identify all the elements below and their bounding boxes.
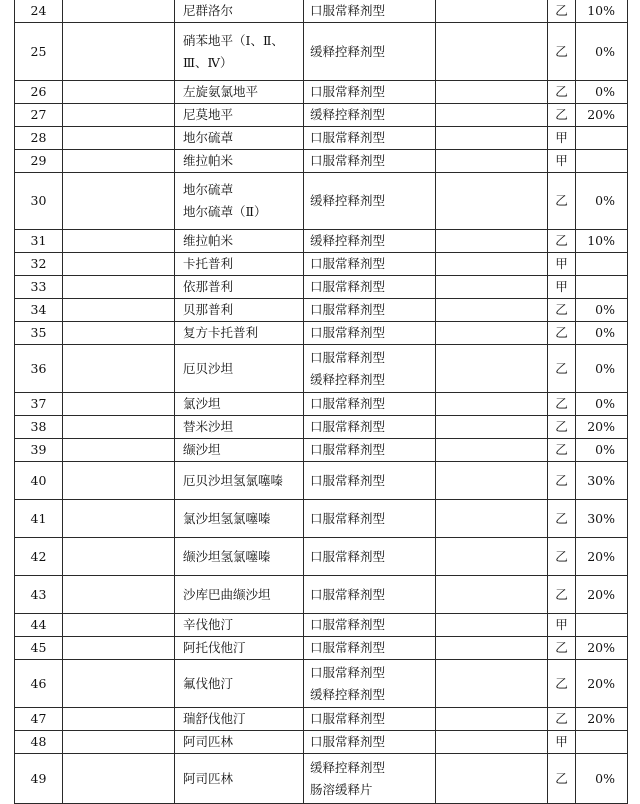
self-pay-ratio: 20% [576, 637, 628, 660]
drug-name [175, 576, 304, 614]
remarks-cell [436, 462, 548, 500]
drug-name [175, 322, 304, 345]
category-cell [63, 731, 175, 754]
insurance-class: 乙 [548, 173, 576, 230]
row-number: 29 [15, 150, 63, 173]
drug-name-line: 瑞舒伐他汀 [183, 711, 246, 726]
table-row [15, 230, 628, 253]
dosage-form-line: 口服常释剂型 [310, 279, 386, 294]
drug-name-line: 阿司匹林 [183, 734, 234, 749]
dosage-form-line: 口服常释剂型 [310, 396, 386, 411]
category-cell [63, 0, 175, 23]
drug-name [175, 173, 304, 230]
drug-name [175, 637, 304, 660]
drug-name [175, 81, 304, 104]
remarks-cell [436, 276, 548, 299]
dosage-form-line: 口服常释剂型 [310, 349, 386, 365]
row-number: 49 [15, 754, 63, 804]
table-row [15, 708, 628, 731]
table-row [15, 576, 628, 614]
dosage-form-line: 口服常释剂型 [310, 84, 386, 99]
dosage-form-line: 口服常释剂型 [310, 510, 386, 526]
insurance-class: 甲 [548, 127, 576, 150]
self-pay-ratio: 20% [576, 416, 628, 439]
dosage-form-line: 口服常释剂型 [310, 711, 386, 726]
drug-name [175, 299, 304, 322]
category-cell [63, 253, 175, 276]
insurance-class: 乙 [548, 439, 576, 462]
category-cell [63, 276, 175, 299]
self-pay-ratio: 10% [576, 0, 628, 23]
dosage-form-line: 缓释控释剂型 [310, 686, 386, 702]
category-cell [63, 614, 175, 637]
dosage-form [304, 576, 436, 614]
dosage-form-line: 缓释控释剂型 [310, 107, 386, 122]
self-pay-ratio: 30% [576, 500, 628, 538]
drug-name-line: 复方卡托普利 [183, 325, 259, 340]
row-number: 28 [15, 127, 63, 150]
dosage-form-line: 缓释控释剂型 [310, 371, 386, 387]
remarks-cell [436, 345, 548, 393]
dosage-form-line: 口服常释剂型 [310, 617, 386, 632]
dosage-form-line: 口服常释剂型 [310, 325, 386, 340]
drug-name [175, 538, 304, 576]
category-cell [63, 576, 175, 614]
insurance-class: 乙 [548, 576, 576, 614]
dosage-form-line: 口服常释剂型 [310, 302, 386, 317]
row-number: 42 [15, 538, 63, 576]
table-row [15, 614, 628, 637]
category-cell [63, 23, 175, 81]
drug-name [175, 439, 304, 462]
insurance-class: 乙 [548, 660, 576, 708]
row-number: 38 [15, 416, 63, 439]
drug-name-line: Ⅲ、Ⅳ） [183, 54, 233, 70]
row-number: 25 [15, 23, 63, 81]
drug-name [175, 614, 304, 637]
row-number: 47 [15, 708, 63, 731]
category-cell [63, 416, 175, 439]
self-pay-ratio: 10% [576, 230, 628, 253]
row-number: 48 [15, 731, 63, 754]
dosage-form-line: 口服常释剂型 [310, 586, 386, 602]
remarks-cell [436, 322, 548, 345]
table-row [15, 150, 628, 173]
category-cell [63, 754, 175, 804]
category-cell [63, 500, 175, 538]
table-row [15, 23, 628, 81]
drug-name-line: 地尔硫䓬 [183, 130, 234, 145]
table-row [15, 393, 628, 416]
self-pay-ratio [576, 253, 628, 276]
dosage-form [304, 754, 436, 804]
table-row [15, 276, 628, 299]
drug-name-line: 维拉帕米 [183, 153, 234, 168]
self-pay-ratio: 20% [576, 660, 628, 708]
row-number: 36 [15, 345, 63, 393]
dosage-form [304, 322, 436, 345]
row-number: 44 [15, 614, 63, 637]
remarks-cell [436, 150, 548, 173]
drug-name-line: 厄贝沙坦 [183, 360, 234, 376]
drug-name [175, 754, 304, 804]
remarks-cell [436, 81, 548, 104]
table-row [15, 322, 628, 345]
self-pay-ratio: 20% [576, 708, 628, 731]
dosage-form-line: 缓释控释剂型 [310, 193, 386, 208]
dosage-form [304, 614, 436, 637]
self-pay-ratio: 0% [576, 754, 628, 804]
insurance-class: 乙 [548, 345, 576, 393]
table-row [15, 439, 628, 462]
row-number: 31 [15, 230, 63, 253]
insurance-class: 乙 [548, 322, 576, 345]
dosage-form [304, 393, 436, 416]
drug-name [175, 731, 304, 754]
category-cell [63, 127, 175, 150]
drug-name-line: 地尔硫䓬（Ⅱ） [183, 204, 267, 219]
table-row [15, 731, 628, 754]
remarks-cell [436, 708, 548, 731]
dosage-form-line: 口服常释剂型 [310, 640, 386, 655]
self-pay-ratio: 0% [576, 23, 628, 81]
table-row [15, 0, 628, 23]
dosage-form [304, 127, 436, 150]
dosage-form-line: 口服常释剂型 [310, 734, 386, 749]
row-number: 43 [15, 576, 63, 614]
insurance-class: 甲 [548, 731, 576, 754]
drug-name-line: 缬沙坦氢氯噻嗪 [183, 548, 271, 564]
remarks-cell [436, 299, 548, 322]
dosage-form-line: 口服常释剂型 [310, 153, 386, 168]
drug-name [175, 416, 304, 439]
drug-name [175, 150, 304, 173]
category-cell [63, 322, 175, 345]
self-pay-ratio [576, 127, 628, 150]
remarks-cell [436, 637, 548, 660]
drug-name-line: 尼莫地平 [183, 107, 234, 122]
table-row [15, 416, 628, 439]
remarks-cell [436, 576, 548, 614]
table-row [15, 500, 628, 538]
table-row [15, 345, 628, 393]
table-row [15, 299, 628, 322]
drug-name-line: 氯沙坦 [183, 396, 221, 411]
category-cell [63, 150, 175, 173]
row-number: 24 [15, 0, 63, 23]
self-pay-ratio: 20% [576, 538, 628, 576]
category-cell [63, 104, 175, 127]
drug-name [175, 104, 304, 127]
row-number: 35 [15, 322, 63, 345]
category-cell [63, 660, 175, 708]
dosage-form-line: 缓释控释剂型 [310, 759, 386, 775]
drug-name-line: 沙库巴曲缬沙坦 [183, 586, 271, 602]
remarks-cell [436, 253, 548, 276]
dosage-form [304, 660, 436, 708]
remarks-cell [436, 393, 548, 416]
drug-name-line: 辛伐他汀 [183, 617, 234, 632]
drug-name [175, 393, 304, 416]
remarks-cell [436, 230, 548, 253]
dosage-form-line: 口服常释剂型 [310, 419, 386, 434]
self-pay-ratio: 0% [576, 439, 628, 462]
self-pay-ratio: 0% [576, 81, 628, 104]
dosage-form-line: 口服常释剂型 [310, 256, 386, 271]
row-number: 40 [15, 462, 63, 500]
self-pay-ratio: 30% [576, 462, 628, 500]
insurance-class: 乙 [548, 462, 576, 500]
category-cell [63, 345, 175, 393]
drug-name-line: 缬沙坦 [183, 442, 221, 457]
dosage-form [304, 500, 436, 538]
dosage-form [304, 23, 436, 81]
drug-name-line: 尼群洛尔 [183, 2, 234, 18]
dosage-form [304, 81, 436, 104]
table-row [15, 754, 628, 804]
remarks-cell [436, 754, 548, 804]
insurance-class: 甲 [548, 150, 576, 173]
category-cell [63, 173, 175, 230]
dosage-form [304, 731, 436, 754]
remarks-cell [436, 660, 548, 708]
dosage-form [304, 276, 436, 299]
table-row [15, 81, 628, 104]
row-number: 34 [15, 299, 63, 322]
drug-name-line: 阿托伐他汀 [183, 640, 246, 655]
insurance-class: 乙 [548, 81, 576, 104]
self-pay-ratio: 0% [576, 393, 628, 416]
drug-name [175, 660, 304, 708]
dosage-form [304, 416, 436, 439]
insurance-class: 乙 [548, 0, 576, 23]
dosage-form [304, 253, 436, 276]
insurance-class: 乙 [548, 393, 576, 416]
dosage-form-line: 口服常释剂型 [310, 442, 386, 457]
category-cell [63, 462, 175, 500]
insurance-class: 乙 [548, 23, 576, 81]
dosage-form [304, 299, 436, 322]
insurance-class: 乙 [548, 416, 576, 439]
remarks-cell [436, 173, 548, 230]
drug-name [175, 127, 304, 150]
self-pay-ratio: 20% [576, 576, 628, 614]
insurance-class: 乙 [548, 708, 576, 731]
drug-name-line: 维拉帕米 [183, 233, 234, 248]
row-number: 39 [15, 439, 63, 462]
category-cell [63, 81, 175, 104]
drug-name-line: 依那普利 [183, 279, 234, 294]
table-row [15, 660, 628, 708]
drug-name-line: 氯沙坦氢氯噻嗪 [183, 510, 271, 526]
drug-name-line: 替米沙坦 [183, 419, 234, 434]
drug-name [175, 230, 304, 253]
self-pay-ratio: 0% [576, 173, 628, 230]
drug-name-line: 阿司匹林 [183, 770, 234, 786]
remarks-cell [436, 538, 548, 576]
dosage-form-line: 缓释控释剂型 [310, 233, 386, 248]
dosage-form [304, 637, 436, 660]
insurance-class: 甲 [548, 276, 576, 299]
dosage-form [304, 173, 436, 230]
self-pay-ratio: 0% [576, 299, 628, 322]
remarks-cell [436, 500, 548, 538]
remarks-cell [436, 0, 548, 23]
self-pay-ratio [576, 150, 628, 173]
dosage-form-line: 肠溶缓释片 [310, 781, 373, 797]
insurance-class: 乙 [548, 104, 576, 127]
insurance-class: 甲 [548, 614, 576, 637]
row-number: 27 [15, 104, 63, 127]
row-number: 32 [15, 253, 63, 276]
dosage-form [304, 439, 436, 462]
dosage-form [304, 104, 436, 127]
drug-name-line: 地尔硫䓬 [183, 182, 234, 197]
remarks-cell [436, 127, 548, 150]
drug-name [175, 253, 304, 276]
drug-name-line: 左旋氨氯地平 [183, 84, 259, 99]
self-pay-ratio [576, 614, 628, 637]
drug-name-line: 硝苯地平（Ⅰ、Ⅱ、 [183, 32, 284, 48]
category-cell [63, 393, 175, 416]
category-cell [63, 439, 175, 462]
category-cell [63, 299, 175, 322]
dosage-form [304, 345, 436, 393]
drug-name-line: 贝那普利 [183, 302, 234, 317]
insurance-class: 乙 [548, 299, 576, 322]
row-number: 26 [15, 81, 63, 104]
dosage-form [304, 230, 436, 253]
remarks-cell [436, 104, 548, 127]
drug-name [175, 345, 304, 393]
dosage-form-line: 口服常释剂型 [310, 130, 386, 145]
row-number: 33 [15, 276, 63, 299]
remarks-cell [436, 439, 548, 462]
dosage-form [304, 538, 436, 576]
row-number: 30 [15, 173, 63, 230]
drug-name [175, 708, 304, 731]
drug-name [175, 0, 304, 23]
dosage-form [304, 462, 436, 500]
self-pay-ratio: 0% [576, 345, 628, 393]
table-body [15, 0, 628, 804]
category-cell [63, 637, 175, 660]
drug-name-line: 卡托普利 [183, 256, 234, 271]
dosage-form-line: 缓释控释剂型 [310, 43, 386, 59]
dosage-form [304, 0, 436, 23]
insurance-class: 乙 [548, 637, 576, 660]
self-pay-ratio: 0% [576, 322, 628, 345]
remarks-cell [436, 731, 548, 754]
table-row [15, 538, 628, 576]
drug-name [175, 276, 304, 299]
row-number: 37 [15, 393, 63, 416]
insurance-class: 甲 [548, 253, 576, 276]
remarks-cell [436, 614, 548, 637]
table-row [15, 173, 628, 230]
category-cell [63, 538, 175, 576]
remarks-cell [436, 23, 548, 81]
table-row [15, 253, 628, 276]
drug-list-table [14, 0, 628, 804]
insurance-class: 乙 [548, 230, 576, 253]
dosage-form-line: 口服常释剂型 [310, 2, 386, 18]
table-row [15, 637, 628, 660]
remarks-cell [436, 416, 548, 439]
self-pay-ratio [576, 276, 628, 299]
category-cell [63, 230, 175, 253]
table-row [15, 462, 628, 500]
self-pay-ratio: 20% [576, 104, 628, 127]
insurance-class: 乙 [548, 538, 576, 576]
row-number: 41 [15, 500, 63, 538]
category-cell [63, 708, 175, 731]
table-row [15, 127, 628, 150]
dosage-form [304, 708, 436, 731]
drug-name [175, 500, 304, 538]
drug-name [175, 23, 304, 81]
insurance-class: 乙 [548, 500, 576, 538]
insurance-class: 乙 [548, 754, 576, 804]
dosage-form-line: 口服常释剂型 [310, 548, 386, 564]
drug-name [175, 462, 304, 500]
dosage-form [304, 150, 436, 173]
row-number: 45 [15, 637, 63, 660]
dosage-form-line: 口服常释剂型 [310, 664, 386, 680]
drug-name-line: 厄贝沙坦氢氯噻嗪 [183, 472, 284, 488]
drug-name-line: 氟伐他汀 [183, 675, 234, 691]
self-pay-ratio [576, 731, 628, 754]
dosage-form-line: 口服常释剂型 [310, 472, 386, 488]
table-row [15, 104, 628, 127]
row-number: 46 [15, 660, 63, 708]
